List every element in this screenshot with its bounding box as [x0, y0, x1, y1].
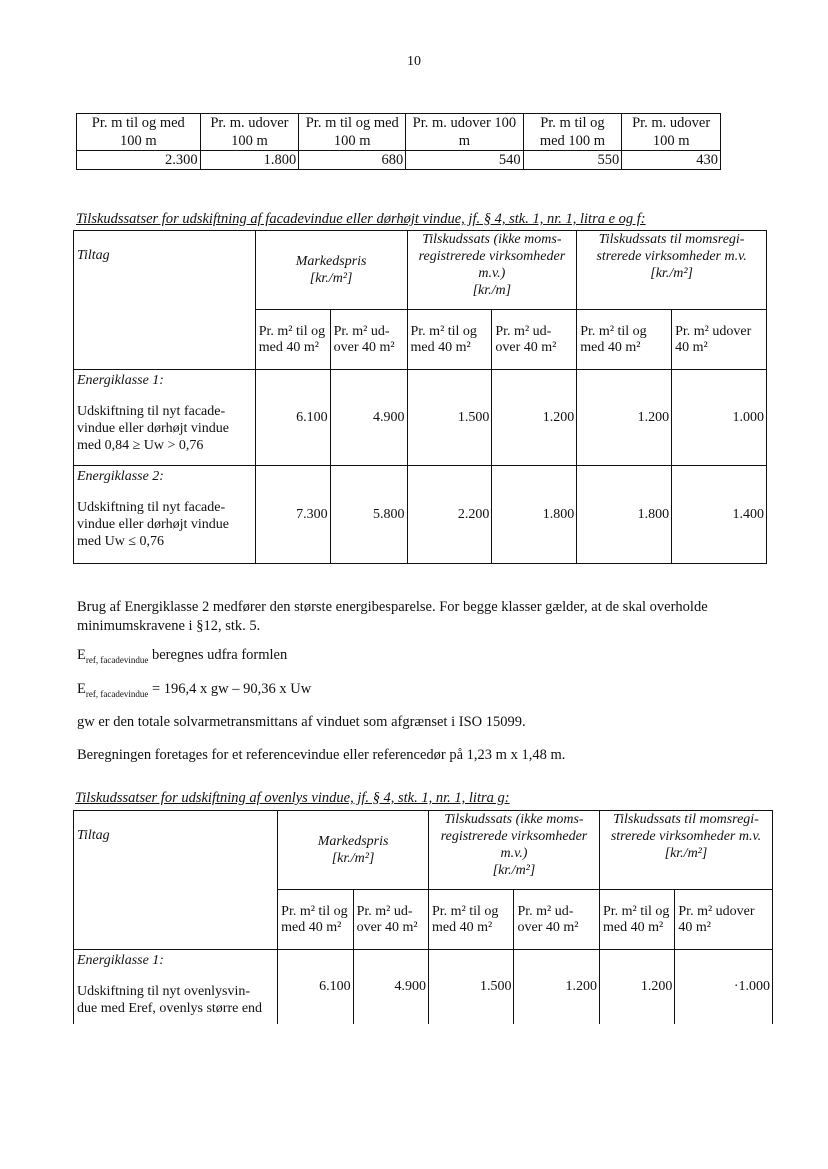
row-text-line: med 0,84 ≥ Uw > 0,76	[77, 438, 204, 453]
top-header-3: Pr. m til og med 100 m	[299, 114, 406, 151]
top-header-5: Pr. m til og med 100 m	[523, 114, 622, 151]
facade-e2-vat-over40: 1.400	[672, 466, 767, 564]
top-header-2: Pr. m. udover 100 m	[200, 114, 299, 151]
formula-intro-text: beregnes udfra formlen	[148, 647, 288, 663]
subheader-nonvat-under40: Pr. m² til og med 40 m²	[407, 310, 492, 370]
market-price-header	[278, 811, 429, 890]
facade-e2-nonvat-over40: 1.800	[492, 466, 577, 564]
facade-row-energy1-label	[74, 370, 256, 466]
skylight-e1-market-under40: 6.100	[278, 950, 353, 1024]
subheader-market-under40: Pr. m² til og med 40 m²	[278, 890, 353, 950]
paragraph-reference-window: Beregningen foretages for et referencevindue eller referencedør på 1,23 m x 1,48 m.	[77, 747, 566, 763]
facade-e1-market-over40: 4.900	[330, 370, 407, 466]
subheader-vat-over40: Pr. m² udover 40 m²	[675, 890, 773, 950]
paragraph-formula	[77, 680, 767, 704]
skylight-e1-nonvat-over40: 1.200	[514, 950, 599, 1024]
row-text-line: Udskiftning til nyt facade-	[77, 500, 226, 515]
row-text-line: med Uw ≤ 0,76	[77, 534, 165, 549]
symbol-subscript: ref, facadevindue	[85, 654, 149, 665]
skylight-e1-vat-over40: ·1.000	[675, 950, 773, 1024]
skylight-rate-table	[73, 810, 773, 1024]
tiltag-header: Tiltag	[74, 811, 278, 950]
top-value-5: 550	[523, 151, 622, 170]
subheader-nonvat-under40: Pr. m² til og med 40 m²	[429, 890, 514, 950]
facade-e1-nonvat-under40: 1.500	[407, 370, 492, 466]
subheader-market-under40: Pr. m² til og med 40 m²	[255, 310, 330, 370]
subheader-nonvat-over40: Pr. m² ud-over 40 m²	[492, 310, 577, 370]
top-value-3: 680	[299, 151, 406, 170]
subheader-market-over40: Pr. m² ud-over 40 m²	[353, 890, 428, 950]
symbol-e: E	[77, 647, 86, 663]
top-rate-table	[76, 113, 721, 170]
facade-e1-market-under40: 6.100	[255, 370, 330, 466]
top-value-2: 1.800	[200, 151, 299, 170]
row-text-line: Udskiftning til nyt ovenlysvin-	[77, 984, 251, 999]
rate-non-vat-unit: [kr./m]	[472, 283, 512, 298]
skylight-row-energy1-label	[74, 950, 278, 1024]
rate-vat-label: Tilskudssats til momsregi-strerede virksomheder m.v.	[596, 232, 747, 264]
row-text-line: due med Eref, ovenlys større end	[77, 1001, 263, 1016]
rate-non-vat-unit: [kr./m²]	[492, 863, 536, 878]
rate-non-vat-label: Tilskudssats (ikke moms-registrerede virksomheder m.v.)	[440, 812, 588, 861]
energy-class-1-label: Energiklasse 1:	[77, 373, 164, 388]
market-price-label: Markedspris	[317, 834, 389, 849]
market-price-unit: [kr./m²]	[309, 271, 353, 286]
skylight-e1-nonvat-under40: 1.500	[429, 950, 514, 1024]
energy-class-1-label: Energiklasse 1:	[77, 953, 164, 968]
skylight-e1-vat-under40: 1.200	[599, 950, 674, 1024]
paragraph-energy-class-note: Brug af Energiklasse 2 medfører den største energibesparelse. For begge klasser gælder, at de skal overholde minimumskravene i §12, stk. 5.	[77, 599, 708, 634]
subheader-vat-under40: Pr. m² til og med 40 m²	[577, 310, 672, 370]
top-header-4: Pr. m. udover 100 m	[406, 114, 523, 151]
top-header-1: Pr. m til og med 100 m	[77, 114, 201, 151]
facade-rate-table	[73, 230, 767, 564]
rate-vat-unit: [kr./m²]	[664, 846, 708, 861]
subheader-vat-under40: Pr. m² til og med 40 m²	[599, 890, 674, 950]
top-value-6: 430	[622, 151, 721, 170]
facade-table-caption: Tilskudssatser for udskiftning af facadevindue eller dørhøjt vindue, jf. § 4, stk. 1, nr. 1, litra e og f:	[76, 211, 646, 227]
row-text-line: vindue eller dørhøjt vindue	[77, 421, 230, 436]
paragraph-gw-definition: gw er den totale solvarmetransmittans af vinduet som afgrænset i ISO 15099.	[77, 714, 526, 730]
top-header-6: Pr. m. udover 100 m	[622, 114, 721, 151]
market-price-header	[255, 231, 407, 310]
facade-e2-nonvat-under40: 2.200	[407, 466, 492, 564]
paragraph-formula-intro	[77, 646, 767, 670]
market-price-unit: [kr./m²]	[331, 851, 375, 866]
rate-vat-label: Tilskudssats til momsregi-strerede virksomheder m.v.	[610, 812, 762, 844]
page-number: 10	[407, 54, 421, 69]
facade-e1-vat-under40: 1.200	[577, 370, 672, 466]
facade-e2-vat-under40: 1.800	[577, 466, 672, 564]
rate-non-vat-header	[407, 231, 577, 310]
tiltag-header: Tiltag	[74, 231, 256, 370]
facade-e2-market-over40: 5.800	[330, 466, 407, 564]
subheader-market-over40: Pr. m² ud-over 40 m²	[330, 310, 407, 370]
skylight-e1-market-over40: 4.900	[353, 950, 428, 1024]
formula-text: = 196,4 x gw – 90,36 x Uw	[148, 681, 312, 697]
facade-e1-vat-over40: 1.000	[672, 370, 767, 466]
rate-vat-header	[577, 231, 767, 310]
rate-vat-header	[599, 811, 772, 890]
rate-vat-unit: [kr./m²]	[650, 266, 693, 281]
symbol-e: E	[77, 681, 86, 697]
top-value-4: 540	[406, 151, 523, 170]
row-text-line: vindue eller dørhøjt vindue	[77, 517, 230, 532]
subheader-vat-over40: Pr. m² udover 40 m²	[672, 310, 767, 370]
rate-non-vat-header	[429, 811, 600, 890]
skylight-table-caption: Tilskudssatser for udskiftning af ovenlys vindue, jf. § 4, stk. 1, nr. 1, litra g:	[75, 790, 510, 806]
facade-e2-market-under40: 7.300	[255, 466, 330, 564]
top-value-1: 2.300	[77, 151, 201, 170]
rate-non-vat-label: Tilskudssats (ikke moms-registrerede virksomheder m.v.)	[418, 232, 566, 281]
facade-e1-nonvat-over40: 1.200	[492, 370, 577, 466]
row-text-line: Udskiftning til nyt facade-	[77, 404, 226, 419]
subheader-nonvat-over40: Pr. m² ud-over 40 m²	[514, 890, 599, 950]
energy-class-2-label: Energiklasse 2:	[77, 469, 164, 484]
market-price-label: Markedspris	[295, 254, 367, 269]
facade-row-energy2-label	[74, 466, 256, 564]
symbol-subscript: ref, facadevindue	[85, 688, 149, 699]
